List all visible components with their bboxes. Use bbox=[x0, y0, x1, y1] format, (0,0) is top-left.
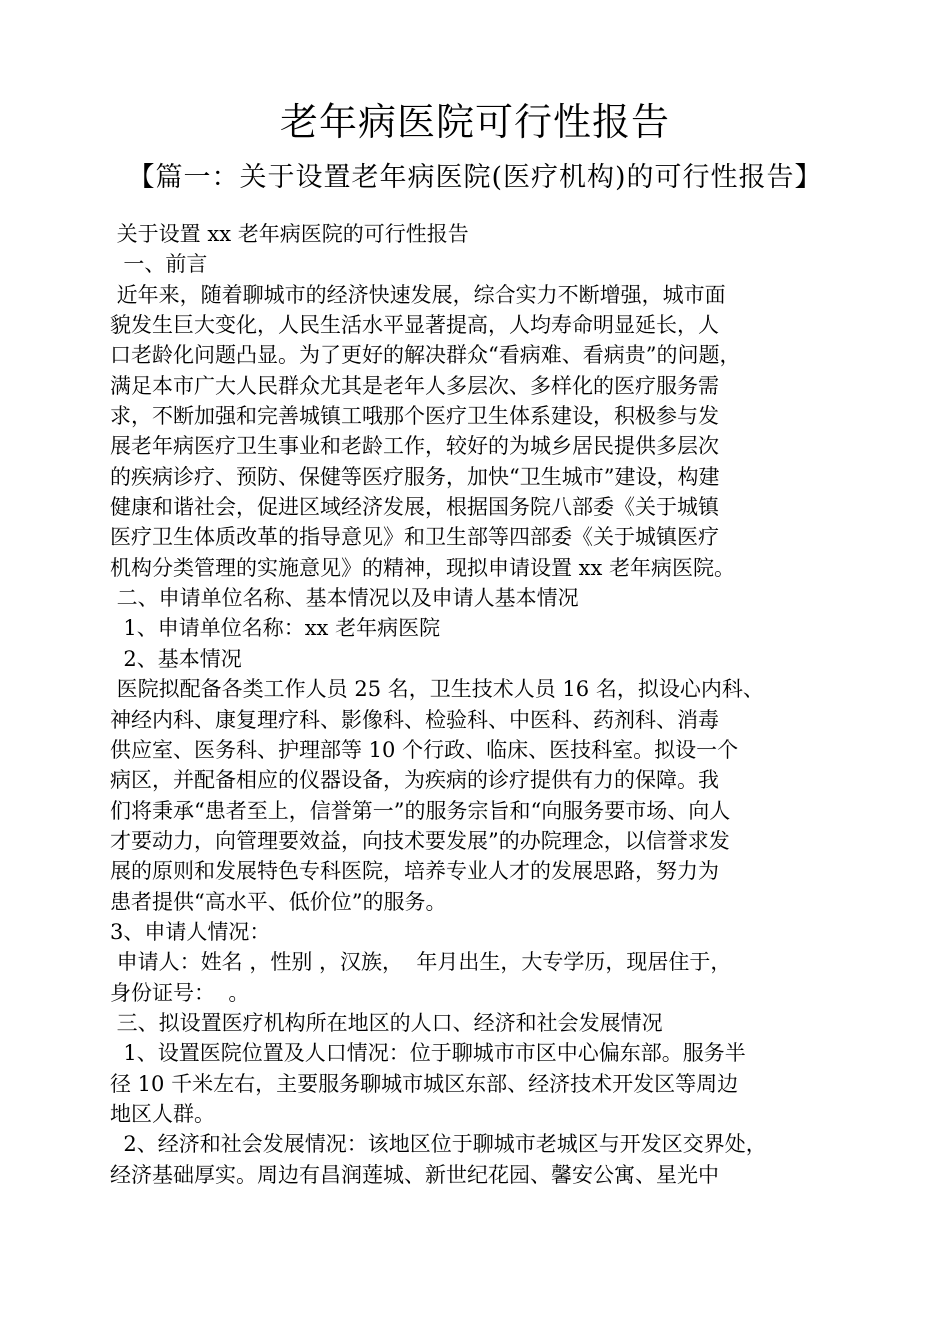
body-text-line: 1、设置医院位置及人口情况：位于聊城市市区中心偏东部。服务半 bbox=[110, 1041, 746, 1066]
body-text-line: 二、申请单位名称、基本情况以及申请人基本情况 bbox=[110, 586, 579, 611]
body-text-line: 患者提供“高水平、低价位”的服务。 bbox=[110, 889, 447, 914]
body-text-line: 三、拟设置医疗机构所在地区的人口、经济和社会发展情况 bbox=[110, 1010, 663, 1035]
body-text-line: 1、申请单位名称：xx 老年病医院 bbox=[110, 616, 441, 641]
body-text-line: 机构分类管理的实施意见》的精神，现拟申请设置 xx 老年病医院。 bbox=[110, 555, 736, 580]
body-text-line: 2、经济和社会发展情况：该地区位于聊城市老城区与开发区交界处， bbox=[110, 1132, 767, 1157]
document-body bbox=[110, 219, 890, 1190]
body-text-line: 展老年病医疗卫生事业和老龄工作，较好的为城乡居民提供多层次 bbox=[110, 434, 719, 459]
body-text-line: 医疗卫生体质改革的指导意见》和卫生部等四部委《关于城镇医疗 bbox=[110, 525, 719, 550]
body-text-line: 身份证号： 。 bbox=[110, 980, 250, 1005]
body-text-line: 关于设置 xx 老年病医院的可行性报告 bbox=[110, 222, 469, 246]
body-text-line: 貌发生巨大变化，人民生活水平显著提高，人均寿命明显延长，人 bbox=[110, 313, 719, 338]
body-text-line: 供应室、医务科、护理部等 10 个行政、临床、医技科室。拟设一个 bbox=[110, 737, 739, 762]
body-text-line: 3、申请人情况： bbox=[110, 919, 271, 944]
body-text-line: 病区，并配备相应的仪器设备，为疾病的诊疗提供有力的保障。我 bbox=[110, 768, 719, 793]
body-text-line: 健康和谐社会，促进区域经济发展，根据国务院八部委《关于城镇 bbox=[110, 495, 719, 520]
body-text-line: 医院拟配备各类工作人员 25 名，卫生技术人员 16 名，拟设心内科、 bbox=[110, 677, 764, 702]
body-text-line: 经济基础厚实。周边有昌润莲城、新世纪花园、馨安公寓、星光中 bbox=[110, 1162, 719, 1187]
body-text-line: 地区人群。 bbox=[110, 1101, 215, 1126]
body-text-line: 径 10 千米左右，主要服务聊城市城区东部、经济技术开发区等周边 bbox=[110, 1071, 739, 1096]
body-text-line: 求，不断加强和完善城镇工哦那个医疗卫生体系建设，积极参与发 bbox=[110, 404, 719, 429]
body-text-line: 展的原则和发展特色专科医院，培养专业人才的发展思路，努力为 bbox=[110, 859, 719, 884]
body-text-line: 神经内科、康复理疗科、影像科、检验科、中医科、药剂科、消毒 bbox=[110, 707, 719, 732]
body-text-line: 一、前言 bbox=[110, 252, 208, 277]
body-text-line: 们将秉承“患者至上，信誉第一”的服务宗旨和“向服务要市场、向人 bbox=[110, 798, 731, 823]
body-text-line: 近年来，随着聊城市的经济快速发展，综合实力不断增强，城市面 bbox=[110, 282, 726, 307]
body-text-line: 满足本市广大人民群众尤其是老年人多层次、多样化的医疗服务需 bbox=[110, 373, 719, 398]
document-title: 老年病医院可行性报告 bbox=[279, 100, 670, 144]
document-subtitle: 【篇一：关于设置老年病医院(医疗机构)的可行性报告】 bbox=[127, 162, 823, 193]
body-text-line: 的疾病诊疗、预防、保健等医疗服务，加快“卫生城市”建设，构建 bbox=[110, 464, 720, 489]
body-text-line: 2、基本情况 bbox=[110, 646, 242, 671]
body-text-line: 口老龄化问题凸显。为了更好的解决群众“看病难、看病贵”的问题， bbox=[110, 343, 741, 368]
body-text-line: 申请人：姓名 ，性别 ，汉族， 年月出生，大专学历，现居住于， bbox=[110, 950, 732, 975]
body-text-line: 才要动力，向管理要效益，向技术要发展”的办院理念，以信誉求发 bbox=[110, 828, 730, 853]
